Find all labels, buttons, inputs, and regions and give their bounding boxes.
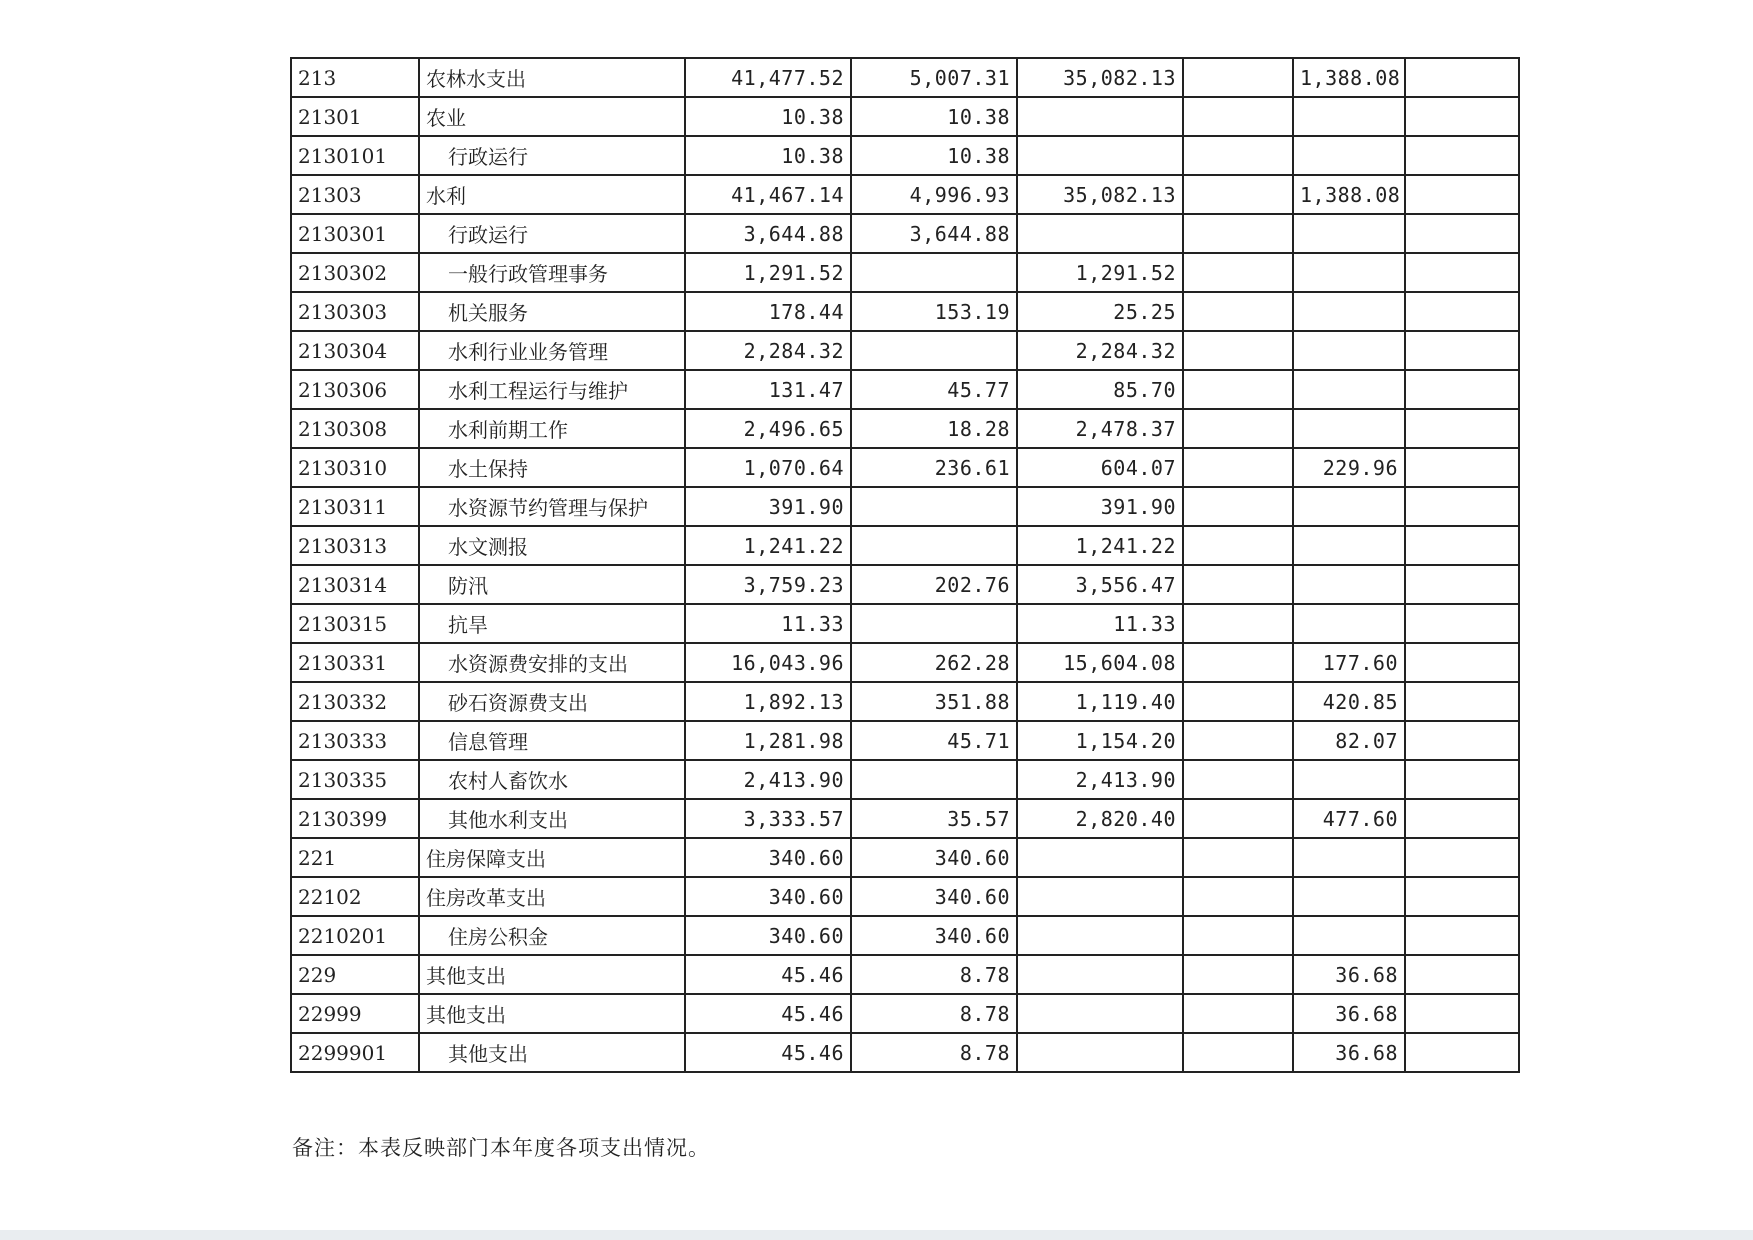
- amount-cell: 2,413.90: [1017, 760, 1183, 799]
- amount-cell: 1,291.52: [1017, 253, 1183, 292]
- amount-cell: [1293, 214, 1405, 253]
- amount-cell: 1,154.20: [1017, 721, 1183, 760]
- amount-cell: [1405, 58, 1519, 97]
- amount-cell: 3,644.88: [851, 214, 1017, 253]
- amount-cell: 36.68: [1293, 994, 1405, 1033]
- amount-cell: [1405, 994, 1519, 1033]
- table-row: [291, 838, 1519, 877]
- subject-code-cell: 2130335: [291, 760, 419, 799]
- amount-cell: 10.38: [851, 136, 1017, 175]
- subject-code-cell: 2130310: [291, 448, 419, 487]
- amount-cell: 2,284.32: [685, 331, 851, 370]
- subject-code-cell: 2130301: [291, 214, 419, 253]
- amount-cell: [851, 526, 1017, 565]
- table-row: [291, 643, 1519, 682]
- subject-name-cell: 其他支出: [419, 994, 685, 1033]
- amount-cell: [1405, 604, 1519, 643]
- table-row: [291, 604, 1519, 643]
- amount-cell: [1293, 877, 1405, 916]
- subject-name-cell: 抗旱: [419, 604, 685, 643]
- table-row: [291, 97, 1519, 136]
- amount-cell: [1183, 214, 1293, 253]
- amount-cell: [1293, 97, 1405, 136]
- subject-code-cell: 2130333: [291, 721, 419, 760]
- amount-cell: [1293, 370, 1405, 409]
- amount-cell: [1183, 799, 1293, 838]
- amount-cell: 8.78: [851, 955, 1017, 994]
- amount-cell: 202.76: [851, 565, 1017, 604]
- amount-cell: [1293, 292, 1405, 331]
- subject-code-cell: 2210201: [291, 916, 419, 955]
- subject-name-cell: 水资源费安排的支出: [419, 643, 685, 682]
- subject-code-cell: 21303: [291, 175, 419, 214]
- amount-cell: 18.28: [851, 409, 1017, 448]
- subject-code-cell: 229: [291, 955, 419, 994]
- subject-name-cell: 住房改革支出: [419, 877, 685, 916]
- subject-name-cell: 行政运行: [419, 214, 685, 253]
- subject-code-cell: 2130399: [291, 799, 419, 838]
- amount-cell: [1405, 1033, 1519, 1072]
- amount-cell: [1183, 604, 1293, 643]
- amount-cell: 36.68: [1293, 955, 1405, 994]
- amount-cell: [1017, 994, 1183, 1033]
- amount-cell: [851, 487, 1017, 526]
- amount-cell: [1017, 1033, 1183, 1072]
- subject-name-cell: 防汛: [419, 565, 685, 604]
- amount-cell: [1183, 1033, 1293, 1072]
- table-row: [291, 214, 1519, 253]
- amount-cell: 3,644.88: [685, 214, 851, 253]
- amount-cell: [1183, 58, 1293, 97]
- amount-cell: 340.60: [685, 838, 851, 877]
- amount-cell: [1183, 136, 1293, 175]
- amount-cell: [1293, 136, 1405, 175]
- subject-code-cell: 2130303: [291, 292, 419, 331]
- subject-code-cell: 2130315: [291, 604, 419, 643]
- amount-cell: 340.60: [685, 877, 851, 916]
- amount-cell: [851, 253, 1017, 292]
- table-remark: 备注：本表反映部门本年度各项支出情况。: [292, 1136, 710, 1160]
- table-row: [291, 760, 1519, 799]
- subject-name-cell: 其他支出: [419, 1033, 685, 1072]
- subject-code-cell: 22102: [291, 877, 419, 916]
- amount-cell: 340.60: [851, 838, 1017, 877]
- subject-code-cell: 21301: [291, 97, 419, 136]
- subject-name-cell: 一般行政管理事务: [419, 253, 685, 292]
- amount-cell: 477.60: [1293, 799, 1405, 838]
- table-row: [291, 58, 1519, 97]
- subject-code-cell: 2130311: [291, 487, 419, 526]
- table-row: [291, 721, 1519, 760]
- subject-code-cell: 2130304: [291, 331, 419, 370]
- amount-cell: 1,388.08: [1293, 58, 1405, 97]
- table-row: [291, 994, 1519, 1033]
- amount-cell: 1,070.64: [685, 448, 851, 487]
- subject-name-cell: 农村人畜饮水: [419, 760, 685, 799]
- amount-cell: [1405, 136, 1519, 175]
- table-row: [291, 409, 1519, 448]
- amount-cell: [1405, 799, 1519, 838]
- amount-cell: [1293, 331, 1405, 370]
- amount-cell: 1,388.08: [1293, 175, 1405, 214]
- amount-cell: 1,281.98: [685, 721, 851, 760]
- amount-cell: [851, 604, 1017, 643]
- amount-cell: 262.28: [851, 643, 1017, 682]
- amount-cell: [1017, 877, 1183, 916]
- subject-name-cell: 信息管理: [419, 721, 685, 760]
- amount-cell: [1017, 838, 1183, 877]
- amount-cell: 236.61: [851, 448, 1017, 487]
- amount-cell: [1183, 838, 1293, 877]
- table-body: [291, 58, 1519, 1072]
- amount-cell: 10.38: [685, 97, 851, 136]
- amount-cell: [1405, 448, 1519, 487]
- amount-cell: [1017, 955, 1183, 994]
- amount-cell: 5,007.31: [851, 58, 1017, 97]
- amount-cell: 131.47: [685, 370, 851, 409]
- table-row: [291, 877, 1519, 916]
- amount-cell: [1017, 214, 1183, 253]
- subject-name-cell: 行政运行: [419, 136, 685, 175]
- subject-code-cell: 2130306: [291, 370, 419, 409]
- amount-cell: 16,043.96: [685, 643, 851, 682]
- amount-cell: 391.90: [1017, 487, 1183, 526]
- amount-cell: [1293, 916, 1405, 955]
- amount-cell: 82.07: [1293, 721, 1405, 760]
- amount-cell: [1293, 760, 1405, 799]
- subject-name-cell: 水土保持: [419, 448, 685, 487]
- amount-cell: 8.78: [851, 1033, 1017, 1072]
- amount-cell: 1,241.22: [1017, 526, 1183, 565]
- amount-cell: 11.33: [1017, 604, 1183, 643]
- amount-cell: 35,082.13: [1017, 175, 1183, 214]
- table-row: [291, 292, 1519, 331]
- amount-cell: [1405, 253, 1519, 292]
- amount-cell: [1405, 838, 1519, 877]
- amount-cell: [1405, 292, 1519, 331]
- table-row: [291, 526, 1519, 565]
- amount-cell: [1293, 838, 1405, 877]
- amount-cell: 15,604.08: [1017, 643, 1183, 682]
- amount-cell: [1183, 955, 1293, 994]
- subject-name-cell: 水利行业业务管理: [419, 331, 685, 370]
- amount-cell: [1405, 877, 1519, 916]
- amount-cell: 391.90: [685, 487, 851, 526]
- amount-cell: [1293, 409, 1405, 448]
- amount-cell: 35.57: [851, 799, 1017, 838]
- amount-cell: [1183, 721, 1293, 760]
- amount-cell: [1183, 370, 1293, 409]
- amount-cell: [1183, 448, 1293, 487]
- amount-cell: [1405, 175, 1519, 214]
- table-row: [291, 370, 1519, 409]
- amount-cell: [1405, 916, 1519, 955]
- amount-cell: [1405, 565, 1519, 604]
- table-row: [291, 331, 1519, 370]
- subject-name-cell: 住房保障支出: [419, 838, 685, 877]
- amount-cell: 45.77: [851, 370, 1017, 409]
- subject-code-cell: 2130332: [291, 682, 419, 721]
- table-row: [291, 565, 1519, 604]
- subject-name-cell: 住房公积金: [419, 916, 685, 955]
- amount-cell: 1,241.22: [685, 526, 851, 565]
- table-row: [291, 916, 1519, 955]
- subject-code-cell: 213: [291, 58, 419, 97]
- amount-cell: 2,478.37: [1017, 409, 1183, 448]
- subject-name-cell: 其他支出: [419, 955, 685, 994]
- amount-cell: 35,082.13: [1017, 58, 1183, 97]
- amount-cell: 2,413.90: [685, 760, 851, 799]
- amount-cell: 4,996.93: [851, 175, 1017, 214]
- subject-name-cell: 其他水利支出: [419, 799, 685, 838]
- amount-cell: 2,820.40: [1017, 799, 1183, 838]
- amount-cell: [1183, 487, 1293, 526]
- subject-name-cell: 砂石资源费支出: [419, 682, 685, 721]
- amount-cell: 45.46: [685, 955, 851, 994]
- amount-cell: 10.38: [851, 97, 1017, 136]
- amount-cell: 1,892.13: [685, 682, 851, 721]
- subject-code-cell: 221: [291, 838, 419, 877]
- amount-cell: 41,467.14: [685, 175, 851, 214]
- subject-name-cell: 农业: [419, 97, 685, 136]
- table-row: [291, 448, 1519, 487]
- amount-cell: [1405, 331, 1519, 370]
- amount-cell: [1183, 994, 1293, 1033]
- amount-cell: 340.60: [685, 916, 851, 955]
- amount-cell: [1183, 253, 1293, 292]
- amount-cell: [851, 331, 1017, 370]
- table-row: [291, 175, 1519, 214]
- amount-cell: [1183, 526, 1293, 565]
- amount-cell: 3,333.57: [685, 799, 851, 838]
- amount-cell: [1405, 487, 1519, 526]
- amount-cell: 3,556.47: [1017, 565, 1183, 604]
- amount-cell: [1183, 97, 1293, 136]
- amount-cell: [1293, 565, 1405, 604]
- subject-name-cell: 水文测报: [419, 526, 685, 565]
- amount-cell: [1183, 565, 1293, 604]
- amount-cell: [1183, 292, 1293, 331]
- subject-name-cell: 水利: [419, 175, 685, 214]
- page-bottom-strip: [0, 1230, 1753, 1240]
- amount-cell: 11.33: [685, 604, 851, 643]
- amount-cell: 340.60: [851, 916, 1017, 955]
- amount-cell: [1017, 136, 1183, 175]
- amount-cell: 8.78: [851, 994, 1017, 1033]
- amount-cell: [1405, 214, 1519, 253]
- amount-cell: 45.71: [851, 721, 1017, 760]
- amount-cell: 1,119.40: [1017, 682, 1183, 721]
- subject-code-cell: 2130331: [291, 643, 419, 682]
- amount-cell: 3,759.23: [685, 565, 851, 604]
- table-row: [291, 955, 1519, 994]
- amount-cell: 45.46: [685, 994, 851, 1033]
- amount-cell: [1405, 370, 1519, 409]
- amount-cell: 10.38: [685, 136, 851, 175]
- amount-cell: 1,291.52: [685, 253, 851, 292]
- amount-cell: [1293, 604, 1405, 643]
- amount-cell: [1405, 760, 1519, 799]
- amount-cell: 25.25: [1017, 292, 1183, 331]
- amount-cell: [1183, 409, 1293, 448]
- amount-cell: 2,284.32: [1017, 331, 1183, 370]
- table-row: [291, 487, 1519, 526]
- subject-code-cell: 2130308: [291, 409, 419, 448]
- subject-name-cell: 机关服务: [419, 292, 685, 331]
- amount-cell: 41,477.52: [685, 58, 851, 97]
- amount-cell: [1405, 409, 1519, 448]
- amount-cell: 229.96: [1293, 448, 1405, 487]
- amount-cell: [1017, 97, 1183, 136]
- amount-cell: [1183, 916, 1293, 955]
- subject-code-cell: 2130101: [291, 136, 419, 175]
- amount-cell: [1405, 526, 1519, 565]
- subject-code-cell: 2130313: [291, 526, 419, 565]
- amount-cell: [1293, 253, 1405, 292]
- subject-name-cell: 水利工程运行与维护: [419, 370, 685, 409]
- amount-cell: 2,496.65: [685, 409, 851, 448]
- amount-cell: [1183, 682, 1293, 721]
- amount-cell: 177.60: [1293, 643, 1405, 682]
- amount-cell: 45.46: [685, 1033, 851, 1072]
- amount-cell: [1183, 760, 1293, 799]
- amount-cell: [1183, 331, 1293, 370]
- subject-name-cell: 水资源节约管理与保护: [419, 487, 685, 526]
- amount-cell: 420.85: [1293, 682, 1405, 721]
- amount-cell: [1183, 175, 1293, 214]
- amount-cell: [1183, 643, 1293, 682]
- amount-cell: 178.44: [685, 292, 851, 331]
- amount-cell: 340.60: [851, 877, 1017, 916]
- amount-cell: [1405, 643, 1519, 682]
- table-row: [291, 253, 1519, 292]
- amount-cell: 351.88: [851, 682, 1017, 721]
- subject-code-cell: 2130302: [291, 253, 419, 292]
- subject-name-cell: 农林水支出: [419, 58, 685, 97]
- table-row: [291, 136, 1519, 175]
- subject-code-cell: 2130314: [291, 565, 419, 604]
- table-row: [291, 682, 1519, 721]
- subject-name-cell: 水利前期工作: [419, 409, 685, 448]
- table-row: [291, 1033, 1519, 1072]
- expenditure-table: [290, 57, 1520, 1073]
- amount-cell: 85.70: [1017, 370, 1183, 409]
- amount-cell: [1405, 97, 1519, 136]
- amount-cell: [1405, 955, 1519, 994]
- amount-cell: [1405, 682, 1519, 721]
- amount-cell: [1293, 526, 1405, 565]
- subject-code-cell: 22999: [291, 994, 419, 1033]
- amount-cell: [1405, 721, 1519, 760]
- amount-cell: 604.07: [1017, 448, 1183, 487]
- amount-cell: [1017, 916, 1183, 955]
- amount-cell: [1183, 877, 1293, 916]
- amount-cell: 36.68: [1293, 1033, 1405, 1072]
- amount-cell: [851, 760, 1017, 799]
- amount-cell: [1293, 487, 1405, 526]
- subject-code-cell: 2299901: [291, 1033, 419, 1072]
- table-row: [291, 799, 1519, 838]
- amount-cell: 153.19: [851, 292, 1017, 331]
